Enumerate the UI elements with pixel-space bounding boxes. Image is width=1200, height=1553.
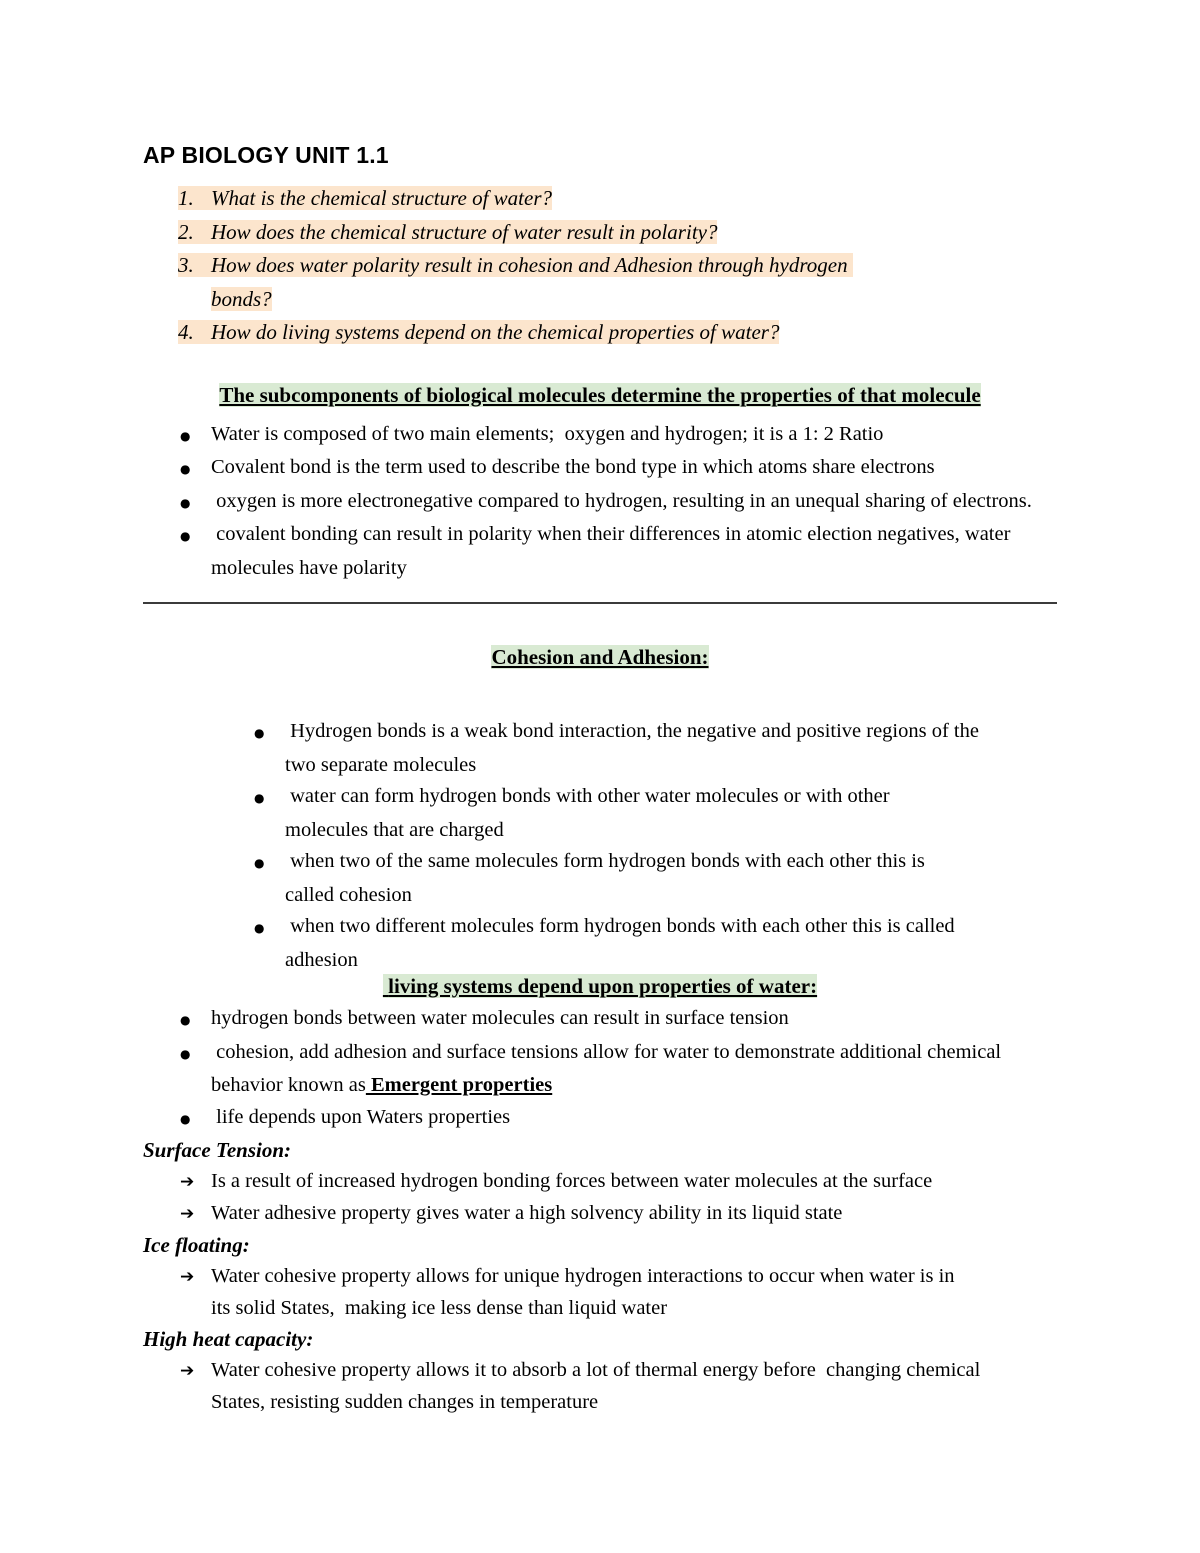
question-text: How do living systems depend on the chemical properties of water? (211, 320, 780, 344)
question-text: How does the chemical structure of water result in polarity? (211, 219, 718, 244)
arrow-item (143, 1355, 986, 1418)
bullet-text: when two different molecules form hydrogen bonds with each other this is called adhesion (285, 915, 960, 971)
bullet-icon: ● (254, 921, 265, 935)
bullet-icon: ● (180, 1046, 191, 1061)
subcomponents-bullet-list (143, 419, 1057, 585)
arrow-text: Water cohesive property allows it to absorb a lot of thermal energy before changing chemical States, resisting sudden changes in temperature (211, 1359, 986, 1413)
living-systems-bullet-list (143, 1003, 1057, 1135)
bullet-icon: ● (180, 529, 191, 543)
question-item (143, 249, 901, 316)
living-systems-heading-row (143, 971, 1057, 1001)
arrow-text: Water adhesive property gives water a high solvency ability in its liquid state (211, 1202, 843, 1224)
arrow-icon: ➔ (180, 1267, 195, 1287)
bullet-text: oxygen is more electronegative compared to hydrogen, resulting in an unequal sharing of electrons. (211, 489, 1032, 512)
question-highlight (178, 320, 779, 344)
property-label-surface-tension: Surface Tension: (143, 1138, 291, 1162)
cohesion-bullet-list (143, 716, 1057, 976)
arrow-item (143, 1198, 1057, 1230)
bullet-text: life depends upon Waters properties (211, 1105, 511, 1128)
question-list (143, 182, 1057, 350)
bullet-item (143, 486, 1057, 520)
bullet-text: when two of the same molecules form hydrogen bonds with each other this is called cohesion (285, 850, 931, 906)
bullet-item (143, 716, 995, 781)
cohesion-heading: Cohesion and Adhesion: (491, 645, 709, 669)
bullet-text: hydrogen bonds between water molecules can result in surface tension (211, 1007, 789, 1029)
cohesion-heading-row (143, 642, 1057, 672)
question-item (143, 316, 1057, 350)
question-text: How does water polarity result in cohesion and Adhesion through hydrogen bonds? (211, 253, 853, 311)
question-highlight (178, 220, 717, 244)
question-text: What is the chemical structure of water? (211, 186, 553, 210)
property-label-ice-floating: Ice floating: (143, 1233, 250, 1257)
bullet-item (143, 419, 1057, 453)
bullet-item (143, 1003, 1057, 1037)
question-highlight (178, 186, 552, 210)
section-divider (143, 602, 1057, 604)
bullet-item (143, 519, 1057, 584)
bullet-icon: ● (180, 1111, 191, 1126)
question-highlight (178, 253, 853, 311)
bullet-item (143, 911, 1005, 976)
arrow-icon: ➔ (180, 1361, 195, 1381)
bullet-icon: ● (180, 495, 191, 510)
question-item (143, 182, 1057, 216)
living-systems-heading: living systems depend upon properties of water: (382, 974, 818, 998)
bullet-text: covalent bonding can result in polarity when their differences in atomic election negatives, water molecules have polarity (211, 523, 1016, 579)
bullet-item (143, 846, 975, 911)
bullet-item (143, 1102, 1057, 1136)
bullet-text: Covalent bond is the term used to describe the bond type in which atoms share electrons (211, 456, 935, 478)
bullet-icon: ● (180, 462, 191, 476)
bullet-text: cohesion, add adhesion and surface tensions allow for water to demonstrate additional chemical behavior known as (211, 1040, 1007, 1096)
arrow-text: Is a result of increased hydrogen bonding forces between water molecules at the surface (211, 1170, 933, 1192)
property-label-high-heat-capacity: High heat capacity: (143, 1327, 314, 1351)
arrow-text: Water cohesive property allows for unique hydrogen interactions to occur when water is in its solid States, making ice less dense than liquid water (211, 1265, 960, 1319)
question-number: 1. (178, 186, 194, 210)
question-number: 4. (178, 320, 194, 344)
emergent-properties-emphasis: Emergent properties (365, 1074, 553, 1096)
bullet-icon: ● (254, 791, 265, 805)
bullet-item (143, 452, 1057, 486)
arrow-icon: ➔ (180, 1204, 195, 1224)
arrow-icon: ➔ (180, 1172, 195, 1192)
arrow-item (143, 1261, 971, 1324)
bullet-icon: ● (254, 856, 265, 870)
water-properties-section (143, 1135, 1057, 1418)
bullet-text: Hydrogen bonds is a weak bond interaction, the negative and positive regions of the two separate molecules (285, 720, 985, 776)
bullet-text: Water is composed of two main elements; oxygen and hydrogen; it is a 1: 2 Ratio (211, 422, 884, 445)
bullet-icon: ● (180, 1013, 191, 1027)
bullet-item (143, 1037, 1011, 1102)
question-number: 2. (178, 219, 194, 244)
question-number: 3. (178, 253, 194, 277)
bullet-icon: ● (254, 726, 265, 740)
subcomponents-heading: The subcomponents of biological molecules determine the properties of that molecule (219, 382, 981, 407)
bullet-text: water can form hydrogen bonds with other water molecules or with other molecules that are charged (285, 785, 895, 841)
page-title: AP BIOLOGY UNIT 1.1 (143, 142, 389, 168)
arrow-item (143, 1166, 1057, 1198)
bullet-item (143, 781, 965, 846)
bullet-icon: ● (180, 428, 191, 443)
subcomponents-heading-row (143, 380, 1057, 410)
question-item (143, 216, 1057, 250)
